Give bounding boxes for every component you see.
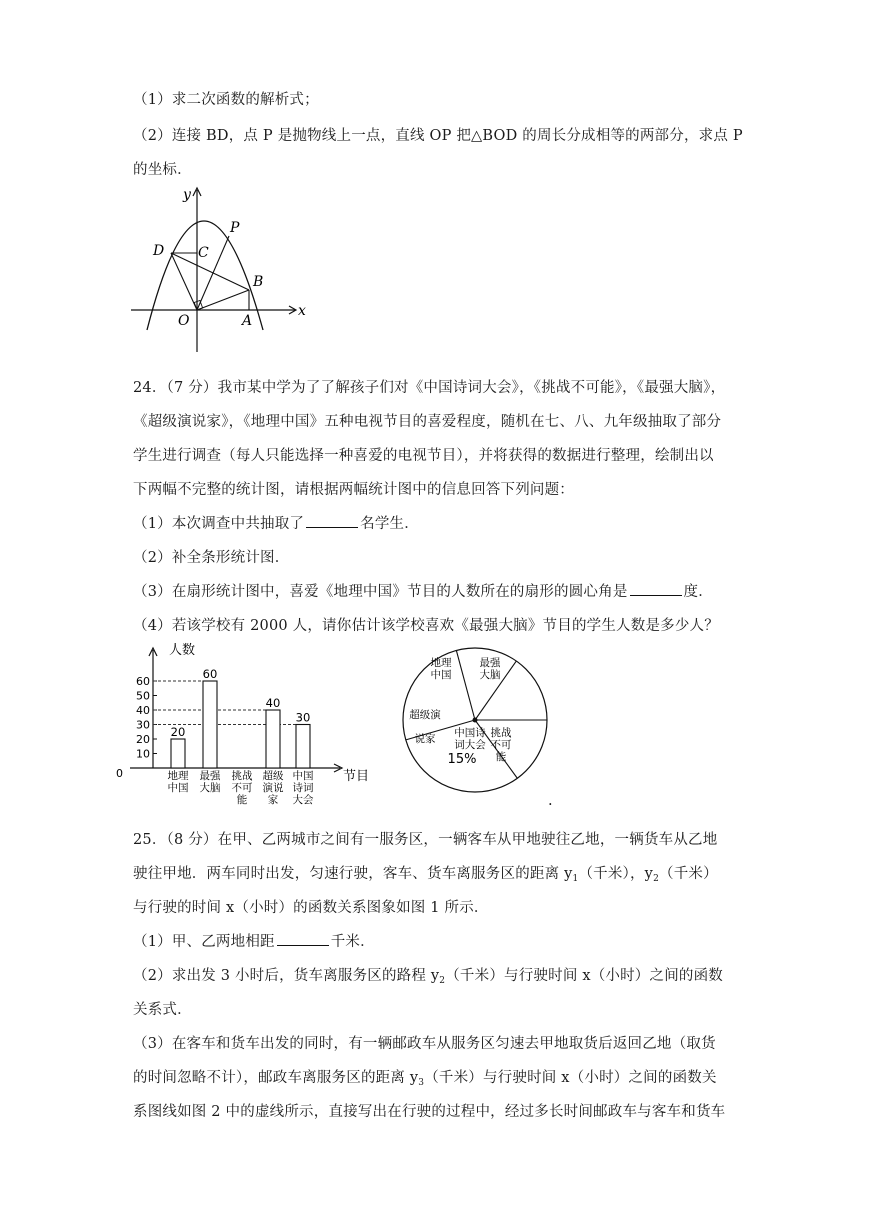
bar-value-label: 30 <box>295 710 311 725</box>
category-label: 大脑 <box>199 782 221 794</box>
slice-label: 能 <box>495 751 507 763</box>
q24-q3-suffix: 度． <box>683 584 713 600</box>
label-D: D <box>153 243 165 259</box>
slice-label: 不可 <box>490 739 512 751</box>
q23-part2-line1: （2）连接 BD，点 P 是抛物线上一点，直线 OP 把△BOD 的周长分成相等的两部分，求点 P <box>133 128 743 144</box>
slice-label: 地理 <box>430 657 452 669</box>
category-label: 不可 <box>231 782 253 794</box>
label-C: C <box>198 245 209 261</box>
label-A: A <box>242 313 253 329</box>
q25-q2-b: （千米）与行驶时间 x（小时）之间的函数 <box>445 968 724 984</box>
q24-question3 <box>133 580 713 601</box>
answer-blank[interactable] <box>306 513 358 528</box>
segment-OD <box>171 253 197 310</box>
category-label: 地理 <box>167 770 189 782</box>
q25-q1-prefix: （1）甲、乙两地相距 <box>133 934 275 950</box>
q24-q3-prefix: （3）在扇形统计图中，喜爱《地理中国》节目的人数所在的扇形的圆心角是 <box>133 584 628 600</box>
q25-q3-b-prefix: 的时间忽略不计），邮政车离服务区的距离 y <box>133 1070 419 1086</box>
slice-label: 说家 <box>414 733 436 745</box>
subscript-1: 1 <box>572 874 579 884</box>
origin-label: 0 <box>116 767 123 780</box>
q25-question3-line2 <box>133 1066 717 1088</box>
q25-intro-line2 <box>133 862 718 884</box>
label-O: O <box>178 313 190 329</box>
q25-intro-line3: 与行驶的时间 x（小时）的函数关系图象如图 1 所示． <box>133 900 489 916</box>
category-label: 家 <box>267 794 279 806</box>
q24-q1-prefix: （1）本次调查中共抽取了 <box>133 516 305 532</box>
x-axis-label: 节目 <box>343 769 370 784</box>
q25-intro2-c: （千米） <box>659 866 718 882</box>
q25-question1 <box>133 930 375 951</box>
subscript-2: 2 <box>439 976 446 986</box>
slice-label: 大脑 <box>479 669 501 681</box>
label-P: P <box>230 220 240 236</box>
slice-label: 中国诗 <box>454 727 486 739</box>
pie-chart <box>395 640 555 815</box>
right-angle-mark <box>194 300 202 310</box>
q25-question2-line1 <box>133 964 723 986</box>
y-tick-label: 60 <box>136 675 150 688</box>
q24-q1-suffix: 名学生． <box>360 516 419 532</box>
q24-question1 <box>133 512 419 533</box>
q25-intro2-b: （千米），y <box>578 866 654 882</box>
label-B: B <box>253 274 264 290</box>
q25-intro-line1: 25．（8 分）在甲、乙两城市之间有一服务区，一辆客车从甲地驶往乙地，一辆货车从乙地 <box>133 832 718 848</box>
category-label: 大会 <box>292 794 314 806</box>
q25-intro2-a: 驶往甲地．两车同时出发，匀速行驶，客车、货车离服务区的距离 y <box>133 866 573 882</box>
q24-question4: （4）若该学校有 2000 人，请你估计该学校喜欢《最强大脑》节目的学生人数是多少人？ <box>133 618 719 634</box>
slice-label: 词大会 <box>454 739 486 751</box>
q25-q1-suffix: 千米． <box>330 934 375 950</box>
bar <box>296 725 310 769</box>
q24-intro-line1: 24．（7 分）我市某中学为了了解孩子们对《中国诗词大会》，《挑战不可能》，《最强大脑》， <box>133 380 726 396</box>
slice-label: 超级演 <box>409 709 441 721</box>
bar <box>171 739 185 768</box>
slice-label: 挑战 <box>490 727 512 739</box>
bar-value-label: 40 <box>265 696 281 710</box>
q24-intro-line3: 学生进行调查（每人只能选择一种喜爱的电视节目），并将获得的数据进行整理，绘制出以 <box>133 448 714 464</box>
y-tick-label: 20 <box>136 733 150 746</box>
y-tick-label: 30 <box>136 718 150 732</box>
category-label: 中国 <box>292 770 314 782</box>
slice-label: 最强 <box>479 657 501 669</box>
label-y: y <box>183 187 191 203</box>
category-label: 演说 <box>262 782 284 794</box>
category-label: 中国 <box>167 782 189 794</box>
q25-question2-line2: 关系式． <box>133 1002 192 1018</box>
category-label: 挑战 <box>231 770 253 782</box>
q25-q3-b-suffix: （千米）与行驶时间 x（小时）之间的函数关 <box>424 1070 717 1086</box>
answer-blank[interactable] <box>277 931 329 946</box>
y-tick-label: 10 <box>136 747 150 761</box>
bar-chart <box>116 640 385 815</box>
label-x: x <box>298 303 306 319</box>
q23-part2-line2: 的坐标． <box>133 162 192 178</box>
y-tick-label: 40 <box>136 704 150 717</box>
stray-dot: . <box>548 793 553 809</box>
q24-intro-line4: 下两幅不完整的统计图，请根据两幅统计图中的信息回答下列问题： <box>133 482 574 498</box>
q24-intro-line2: 《超级演说家》，《地理中国》五种电视节目的喜爱程度，随机在七、八、九年级抽取了部分 <box>133 414 722 430</box>
answer-blank[interactable] <box>630 581 682 596</box>
pie-center <box>473 718 478 723</box>
y-tick-label: 50 <box>136 689 150 703</box>
category-label: 最强 <box>199 770 221 782</box>
bar <box>203 681 217 768</box>
bar-value-label: 20 <box>170 725 186 739</box>
bar-value-label: 60 <box>202 667 218 681</box>
q24-question2: （2）补全条形统计图． <box>133 550 290 566</box>
category-label: 超级 <box>262 770 284 782</box>
bar <box>266 710 280 768</box>
subscript-3: 3 <box>418 1078 425 1088</box>
segment-DB <box>171 253 249 290</box>
q25-question3-line3: 系图线如图 2 中的虚线所示，直接写出在行驶的过程中，经过多长时间邮政车与客车和货车 <box>133 1104 726 1120</box>
slice-value-label: 15% <box>447 752 477 767</box>
q25-q2-a: （2）求出发 3 小时后，货车离服务区的路程 y <box>133 968 440 984</box>
q23-part1: （1）求二次函数的解析式； <box>133 92 319 108</box>
category-label: 诗词 <box>292 782 314 794</box>
subscript-2: 2 <box>653 874 660 884</box>
slice-label: 中国 <box>430 669 452 681</box>
q25-question3-line1: （3）在客车和货车出发的同时，有一辆邮政车从服务区匀速去甲地取货后返回乙地（取货 <box>133 1036 716 1052</box>
y-axis-label: 人数 <box>169 643 196 658</box>
parabola-figure <box>125 180 315 355</box>
category-label: 能 <box>236 794 248 806</box>
